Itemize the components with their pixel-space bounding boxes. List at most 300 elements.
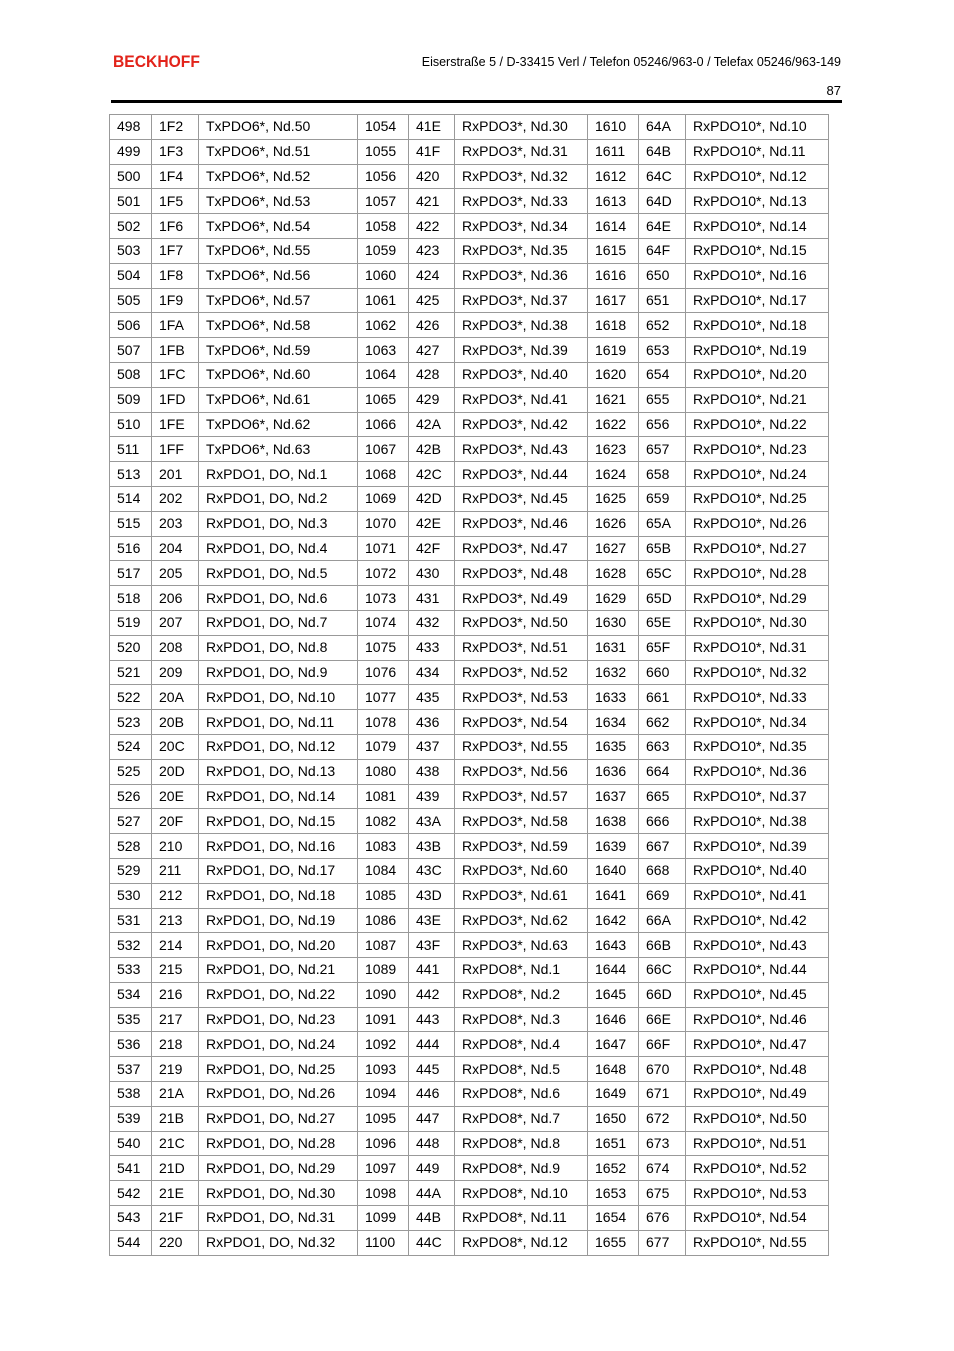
cell-index-hex: 445	[409, 1057, 455, 1082]
cell-index-hex: 43D	[409, 883, 455, 908]
cell-index-dec: 1065	[358, 387, 409, 412]
cell-index-hex: 447	[409, 1106, 455, 1131]
cell-object-name: RxPDO3*, Nd.35	[455, 238, 588, 263]
cell-index-dec: 1638	[588, 809, 639, 834]
cell-object-name: RxPDO3*, Nd.43	[455, 437, 588, 462]
cell-index-dec: 517	[110, 561, 152, 586]
cell-index-hex: 670	[639, 1057, 686, 1082]
cell-index-dec: 1062	[358, 313, 409, 338]
table-row	[110, 1206, 829, 1231]
cell-index-hex: 21F	[152, 1206, 199, 1231]
cell-index-hex: 66D	[639, 982, 686, 1007]
table-row	[110, 139, 829, 164]
cell-index-hex: 214	[152, 933, 199, 958]
cell-index-dec: 1616	[588, 263, 639, 288]
table-row	[110, 115, 829, 140]
cell-object-name: RxPDO3*, Nd.30	[455, 115, 588, 140]
cell-index-dec: 1075	[358, 635, 409, 660]
cell-object-name: RxPDO3*, Nd.62	[455, 908, 588, 933]
cell-object-name: RxPDO10*, Nd.22	[686, 412, 829, 437]
cell-object-name: TxPDO6*, Nd.61	[199, 387, 358, 412]
cell-index-hex: 220	[152, 1230, 199, 1255]
cell-index-hex: 42A	[409, 412, 455, 437]
cell-object-name: RxPDO3*, Nd.36	[455, 263, 588, 288]
cell-object-name: RxPDO1, DO, Nd.2	[199, 486, 358, 511]
cell-index-hex: 655	[639, 387, 686, 412]
cell-index-dec: 1655	[588, 1230, 639, 1255]
cell-object-name: RxPDO3*, Nd.31	[455, 139, 588, 164]
cell-object-name: RxPDO10*, Nd.52	[686, 1156, 829, 1181]
cell-index-hex: 216	[152, 982, 199, 1007]
cell-object-name: RxPDO8*, Nd.3	[455, 1007, 588, 1032]
cell-index-dec: 511	[110, 437, 152, 462]
cell-object-name: RxPDO10*, Nd.23	[686, 437, 829, 462]
cell-index-dec: 1089	[358, 958, 409, 983]
cell-index-dec: 532	[110, 933, 152, 958]
cell-object-name: RxPDO1, DO, Nd.16	[199, 834, 358, 859]
cell-index-hex: 420	[409, 164, 455, 189]
cell-object-name: RxPDO1, DO, Nd.14	[199, 784, 358, 809]
cell-index-dec: 1093	[358, 1057, 409, 1082]
cell-object-name: RxPDO1, DO, Nd.3	[199, 511, 358, 536]
cell-index-hex: 207	[152, 610, 199, 635]
cell-object-name: RxPDO1, DO, Nd.30	[199, 1181, 358, 1206]
cell-object-name: RxPDO3*, Nd.42	[455, 412, 588, 437]
table-row	[110, 784, 829, 809]
cell-index-dec: 1087	[358, 933, 409, 958]
cell-index-dec: 542	[110, 1181, 152, 1206]
cell-object-name: RxPDO10*, Nd.37	[686, 784, 829, 809]
cell-object-name: RxPDO3*, Nd.63	[455, 933, 588, 958]
cell-object-name: RxPDO10*, Nd.49	[686, 1082, 829, 1107]
cell-index-dec: 521	[110, 660, 152, 685]
cell-index-dec: 1095	[358, 1106, 409, 1131]
cell-object-name: RxPDO3*, Nd.39	[455, 338, 588, 363]
cell-index-hex: 1FF	[152, 437, 199, 462]
cell-index-dec: 504	[110, 263, 152, 288]
cell-index-dec: 1099	[358, 1206, 409, 1231]
cell-index-hex: 65C	[639, 561, 686, 586]
cell-index-dec: 1094	[358, 1082, 409, 1107]
cell-object-name: TxPDO6*, Nd.59	[199, 338, 358, 363]
cell-index-hex: 66A	[639, 908, 686, 933]
cell-index-dec: 1100	[358, 1230, 409, 1255]
cell-index-dec: 526	[110, 784, 152, 809]
cell-object-name: RxPDO10*, Nd.32	[686, 660, 829, 685]
cell-object-name: RxPDO3*, Nd.48	[455, 561, 588, 586]
cell-index-dec: 1648	[588, 1057, 639, 1082]
cell-object-name: RxPDO10*, Nd.20	[686, 362, 829, 387]
cell-object-name: RxPDO3*, Nd.55	[455, 734, 588, 759]
cell-index-hex: 43E	[409, 908, 455, 933]
cell-index-dec: 1067	[358, 437, 409, 462]
cell-index-dec: 528	[110, 834, 152, 859]
cell-index-hex: 666	[639, 809, 686, 834]
cell-object-name: RxPDO10*, Nd.43	[686, 933, 829, 958]
cell-index-hex: 41F	[409, 139, 455, 164]
cell-index-dec: 1654	[588, 1206, 639, 1231]
cell-index-hex: 64D	[639, 189, 686, 214]
cell-object-name: TxPDO6*, Nd.53	[199, 189, 358, 214]
cell-index-dec: 1612	[588, 164, 639, 189]
cell-index-hex: 219	[152, 1057, 199, 1082]
cell-object-name: RxPDO10*, Nd.53	[686, 1181, 829, 1206]
cell-index-hex: 441	[409, 958, 455, 983]
cell-index-dec: 1618	[588, 313, 639, 338]
cell-index-hex: 65F	[639, 635, 686, 660]
cell-index-dec: 535	[110, 1007, 152, 1032]
cell-object-name: RxPDO1, DO, Nd.12	[199, 734, 358, 759]
cell-index-hex: 42F	[409, 536, 455, 561]
cell-index-hex: 662	[639, 710, 686, 735]
cell-index-hex: 422	[409, 214, 455, 239]
cell-index-hex: 1F8	[152, 263, 199, 288]
cell-object-name: TxPDO6*, Nd.57	[199, 288, 358, 313]
cell-index-dec: 1092	[358, 1032, 409, 1057]
cell-index-hex: 42C	[409, 462, 455, 487]
cell-index-hex: 210	[152, 834, 199, 859]
cell-object-name: RxPDO1, DO, Nd.26	[199, 1082, 358, 1107]
cell-index-dec: 1619	[588, 338, 639, 363]
cell-object-name: RxPDO3*, Nd.32	[455, 164, 588, 189]
cell-index-dec: 543	[110, 1206, 152, 1231]
cell-index-hex: 672	[639, 1106, 686, 1131]
cell-index-hex: 663	[639, 734, 686, 759]
cell-index-hex: 21E	[152, 1181, 199, 1206]
table-row	[110, 710, 829, 735]
cell-index-dec: 1625	[588, 486, 639, 511]
cell-index-hex: 66F	[639, 1032, 686, 1057]
cell-object-name: RxPDO3*, Nd.58	[455, 809, 588, 834]
cell-index-hex: 668	[639, 858, 686, 883]
cell-object-name: RxPDO10*, Nd.46	[686, 1007, 829, 1032]
cell-index-hex: 43A	[409, 809, 455, 834]
cell-object-name: TxPDO6*, Nd.63	[199, 437, 358, 462]
cell-index-hex: 206	[152, 586, 199, 611]
cell-index-hex: 1FA	[152, 313, 199, 338]
company-address: Eiserstraße 5 / D-33415 Verl / Telefon 05246/963-0 / Telefax 05246/963-149	[421, 55, 841, 69]
cell-index-hex: 213	[152, 908, 199, 933]
cell-index-hex: 218	[152, 1032, 199, 1057]
cell-index-hex: 64E	[639, 214, 686, 239]
table-row	[110, 263, 829, 288]
cell-object-name: RxPDO10*, Nd.13	[686, 189, 829, 214]
cell-index-hex: 674	[639, 1156, 686, 1181]
cell-index-hex: 1FE	[152, 412, 199, 437]
cell-object-name: RxPDO10*, Nd.54	[686, 1206, 829, 1231]
cell-index-dec: 498	[110, 115, 152, 140]
table-row	[110, 164, 829, 189]
cell-index-hex: 657	[639, 437, 686, 462]
cell-index-hex: 428	[409, 362, 455, 387]
cell-index-hex: 1F6	[152, 214, 199, 239]
cell-index-hex: 215	[152, 958, 199, 983]
cell-object-name: RxPDO10*, Nd.10	[686, 115, 829, 140]
cell-index-hex: 41E	[409, 115, 455, 140]
cell-index-hex: 431	[409, 586, 455, 611]
cell-index-dec: 1628	[588, 561, 639, 586]
cell-index-hex: 442	[409, 982, 455, 1007]
cell-object-name: RxPDO1, DO, Nd.32	[199, 1230, 358, 1255]
cell-index-dec: 520	[110, 635, 152, 660]
cell-object-name: RxPDO10*, Nd.33	[686, 685, 829, 710]
cell-index-dec: 1645	[588, 982, 639, 1007]
cell-index-hex: 1FC	[152, 362, 199, 387]
cell-index-hex: 443	[409, 1007, 455, 1032]
cell-index-dec: 1635	[588, 734, 639, 759]
cell-object-name: RxPDO3*, Nd.46	[455, 511, 588, 536]
cell-object-name: RxPDO1, DO, Nd.20	[199, 933, 358, 958]
cell-object-name: RxPDO3*, Nd.34	[455, 214, 588, 239]
cell-index-dec: 1083	[358, 834, 409, 859]
cell-index-dec: 524	[110, 734, 152, 759]
cell-index-dec: 1642	[588, 908, 639, 933]
table-row	[110, 561, 829, 586]
cell-index-dec: 1079	[358, 734, 409, 759]
table-row	[110, 511, 829, 536]
cell-object-name: RxPDO1, DO, Nd.21	[199, 958, 358, 983]
cell-index-hex: 211	[152, 858, 199, 883]
cell-index-hex: 42D	[409, 486, 455, 511]
cell-object-name: RxPDO3*, Nd.57	[455, 784, 588, 809]
cell-index-dec: 1070	[358, 511, 409, 536]
cell-index-dec: 1055	[358, 139, 409, 164]
cell-index-hex: 42B	[409, 437, 455, 462]
cell-index-dec: 1623	[588, 437, 639, 462]
cell-index-dec: 1614	[588, 214, 639, 239]
cell-object-name: RxPDO3*, Nd.45	[455, 486, 588, 511]
cell-object-name: RxPDO8*, Nd.10	[455, 1181, 588, 1206]
cell-index-dec: 1056	[358, 164, 409, 189]
cell-index-hex: 217	[152, 1007, 199, 1032]
cell-index-hex: 64C	[639, 164, 686, 189]
cell-index-hex: 64F	[639, 238, 686, 263]
cell-index-hex: 20F	[152, 809, 199, 834]
cell-index-dec: 1090	[358, 982, 409, 1007]
cell-index-dec: 1621	[588, 387, 639, 412]
cell-object-name: RxPDO8*, Nd.1	[455, 958, 588, 983]
cell-index-dec: 1632	[588, 660, 639, 685]
cell-index-dec: 1091	[358, 1007, 409, 1032]
cell-index-hex: 425	[409, 288, 455, 313]
cell-index-dec: 522	[110, 685, 152, 710]
cell-index-hex: 42E	[409, 511, 455, 536]
cell-object-name: RxPDO10*, Nd.25	[686, 486, 829, 511]
table-row	[110, 610, 829, 635]
cell-index-dec: 530	[110, 883, 152, 908]
cell-index-dec: 1640	[588, 858, 639, 883]
cell-index-dec: 523	[110, 710, 152, 735]
cell-index-dec: 502	[110, 214, 152, 239]
cell-index-hex: 652	[639, 313, 686, 338]
cell-index-dec: 544	[110, 1230, 152, 1255]
cell-index-dec: 500	[110, 164, 152, 189]
cell-index-dec: 1059	[358, 238, 409, 263]
cell-index-dec: 1636	[588, 759, 639, 784]
table-row	[110, 1181, 829, 1206]
cell-object-name: RxPDO3*, Nd.47	[455, 536, 588, 561]
cell-object-name: RxPDO10*, Nd.35	[686, 734, 829, 759]
table-row	[110, 660, 829, 685]
cell-index-dec: 1615	[588, 238, 639, 263]
cell-index-hex: 653	[639, 338, 686, 363]
cell-object-name: RxPDO10*, Nd.38	[686, 809, 829, 834]
table-row	[110, 933, 829, 958]
table-row	[110, 1230, 829, 1255]
cell-index-dec: 1647	[588, 1032, 639, 1057]
cell-index-hex: 20A	[152, 685, 199, 710]
cell-index-dec: 537	[110, 1057, 152, 1082]
table-row	[110, 214, 829, 239]
cell-index-hex: 430	[409, 561, 455, 586]
cell-object-name: RxPDO3*, Nd.50	[455, 610, 588, 635]
cell-object-name: RxPDO10*, Nd.28	[686, 561, 829, 586]
cell-index-dec: 1634	[588, 710, 639, 735]
table-row	[110, 238, 829, 263]
cell-object-name: RxPDO10*, Nd.11	[686, 139, 829, 164]
cell-object-name: RxPDO3*, Nd.37	[455, 288, 588, 313]
cell-index-hex: 676	[639, 1206, 686, 1231]
table-row	[110, 1057, 829, 1082]
cell-object-name: RxPDO10*, Nd.27	[686, 536, 829, 561]
cell-object-name: TxPDO6*, Nd.62	[199, 412, 358, 437]
cell-object-name: TxPDO6*, Nd.60	[199, 362, 358, 387]
object-index-table	[109, 114, 829, 1256]
cell-index-hex: 669	[639, 883, 686, 908]
table-row	[110, 1106, 829, 1131]
cell-index-dec: 514	[110, 486, 152, 511]
cell-index-hex: 667	[639, 834, 686, 859]
cell-object-name: TxPDO6*, Nd.55	[199, 238, 358, 263]
cell-object-name: RxPDO10*, Nd.55	[686, 1230, 829, 1255]
cell-object-name: RxPDO10*, Nd.18	[686, 313, 829, 338]
cell-index-dec: 1077	[358, 685, 409, 710]
cell-object-name: RxPDO10*, Nd.19	[686, 338, 829, 363]
cell-index-hex: 654	[639, 362, 686, 387]
cell-index-hex: 20E	[152, 784, 199, 809]
cell-index-dec: 529	[110, 858, 152, 883]
table-row	[110, 288, 829, 313]
table-row	[110, 1131, 829, 1156]
cell-object-name: RxPDO10*, Nd.14	[686, 214, 829, 239]
cell-index-dec: 1633	[588, 685, 639, 710]
cell-index-hex: 432	[409, 610, 455, 635]
table-body	[110, 115, 829, 1256]
cell-object-name: TxPDO6*, Nd.56	[199, 263, 358, 288]
cell-index-hex: 426	[409, 313, 455, 338]
cell-index-hex: 65D	[639, 586, 686, 611]
cell-object-name: RxPDO1, DO, Nd.31	[199, 1206, 358, 1231]
cell-index-dec: 525	[110, 759, 152, 784]
cell-index-hex: 209	[152, 660, 199, 685]
cell-index-hex: 446	[409, 1082, 455, 1107]
cell-index-dec: 1646	[588, 1007, 639, 1032]
cell-index-hex: 437	[409, 734, 455, 759]
cell-index-dec: 508	[110, 362, 152, 387]
cell-index-dec: 1629	[588, 586, 639, 611]
cell-index-hex: 427	[409, 338, 455, 363]
cell-index-hex: 21A	[152, 1082, 199, 1107]
table-row	[110, 958, 829, 983]
cell-object-name: RxPDO10*, Nd.21	[686, 387, 829, 412]
table-row	[110, 362, 829, 387]
table-row	[110, 685, 829, 710]
cell-index-dec: 1643	[588, 933, 639, 958]
cell-index-hex: 20C	[152, 734, 199, 759]
page-number: 87	[826, 83, 841, 98]
table-row	[110, 387, 829, 412]
cell-index-dec: 539	[110, 1106, 152, 1131]
table-row	[110, 883, 829, 908]
cell-object-name: TxPDO6*, Nd.54	[199, 214, 358, 239]
table-row	[110, 858, 829, 883]
cell-index-hex: 1F5	[152, 189, 199, 214]
cell-object-name: RxPDO10*, Nd.36	[686, 759, 829, 784]
cell-index-dec: 503	[110, 238, 152, 263]
cell-index-hex: 43B	[409, 834, 455, 859]
table-row	[110, 982, 829, 1007]
cell-index-hex: 44C	[409, 1230, 455, 1255]
table-row	[110, 1082, 829, 1107]
cell-index-hex: 424	[409, 263, 455, 288]
cell-index-hex: 650	[639, 263, 686, 288]
cell-index-dec: 1652	[588, 1156, 639, 1181]
cell-index-dec: 1054	[358, 115, 409, 140]
cell-object-name: RxPDO1, DO, Nd.11	[199, 710, 358, 735]
cell-object-name: RxPDO10*, Nd.29	[686, 586, 829, 611]
cell-index-hex: 660	[639, 660, 686, 685]
cell-index-hex: 43C	[409, 858, 455, 883]
cell-object-name: RxPDO1, DO, Nd.27	[199, 1106, 358, 1131]
cell-index-dec: 513	[110, 462, 152, 487]
cell-index-dec: 1063	[358, 338, 409, 363]
cell-index-dec: 505	[110, 288, 152, 313]
cell-index-hex: 1FB	[152, 338, 199, 363]
cell-index-hex: 65A	[639, 511, 686, 536]
cell-index-dec: 1611	[588, 139, 639, 164]
cell-index-dec: 1071	[358, 536, 409, 561]
cell-index-dec: 1626	[588, 511, 639, 536]
cell-index-hex: 434	[409, 660, 455, 685]
cell-object-name: RxPDO3*, Nd.59	[455, 834, 588, 859]
cell-index-hex: 651	[639, 288, 686, 313]
cell-index-hex: 44A	[409, 1181, 455, 1206]
cell-index-dec: 1061	[358, 288, 409, 313]
cell-object-name: TxPDO6*, Nd.52	[199, 164, 358, 189]
cell-index-dec: 509	[110, 387, 152, 412]
cell-index-dec: 518	[110, 586, 152, 611]
cell-index-dec: 1069	[358, 486, 409, 511]
table-row	[110, 1156, 829, 1181]
cell-index-hex: 658	[639, 462, 686, 487]
table-row	[110, 536, 829, 561]
table-row	[110, 734, 829, 759]
cell-index-hex: 65E	[639, 610, 686, 635]
cell-index-dec: 1627	[588, 536, 639, 561]
cell-object-name: RxPDO1, DO, Nd.4	[199, 536, 358, 561]
cell-object-name: RxPDO3*, Nd.52	[455, 660, 588, 685]
cell-index-hex: 435	[409, 685, 455, 710]
cell-object-name: RxPDO3*, Nd.54	[455, 710, 588, 735]
cell-object-name: RxPDO1, DO, Nd.8	[199, 635, 358, 660]
header-rule	[111, 100, 842, 103]
cell-object-name: RxPDO10*, Nd.34	[686, 710, 829, 735]
cell-index-hex: 66C	[639, 958, 686, 983]
cell-object-name: RxPDO1, DO, Nd.29	[199, 1156, 358, 1181]
cell-index-dec: 1086	[358, 908, 409, 933]
cell-index-hex: 203	[152, 511, 199, 536]
cell-index-hex: 421	[409, 189, 455, 214]
